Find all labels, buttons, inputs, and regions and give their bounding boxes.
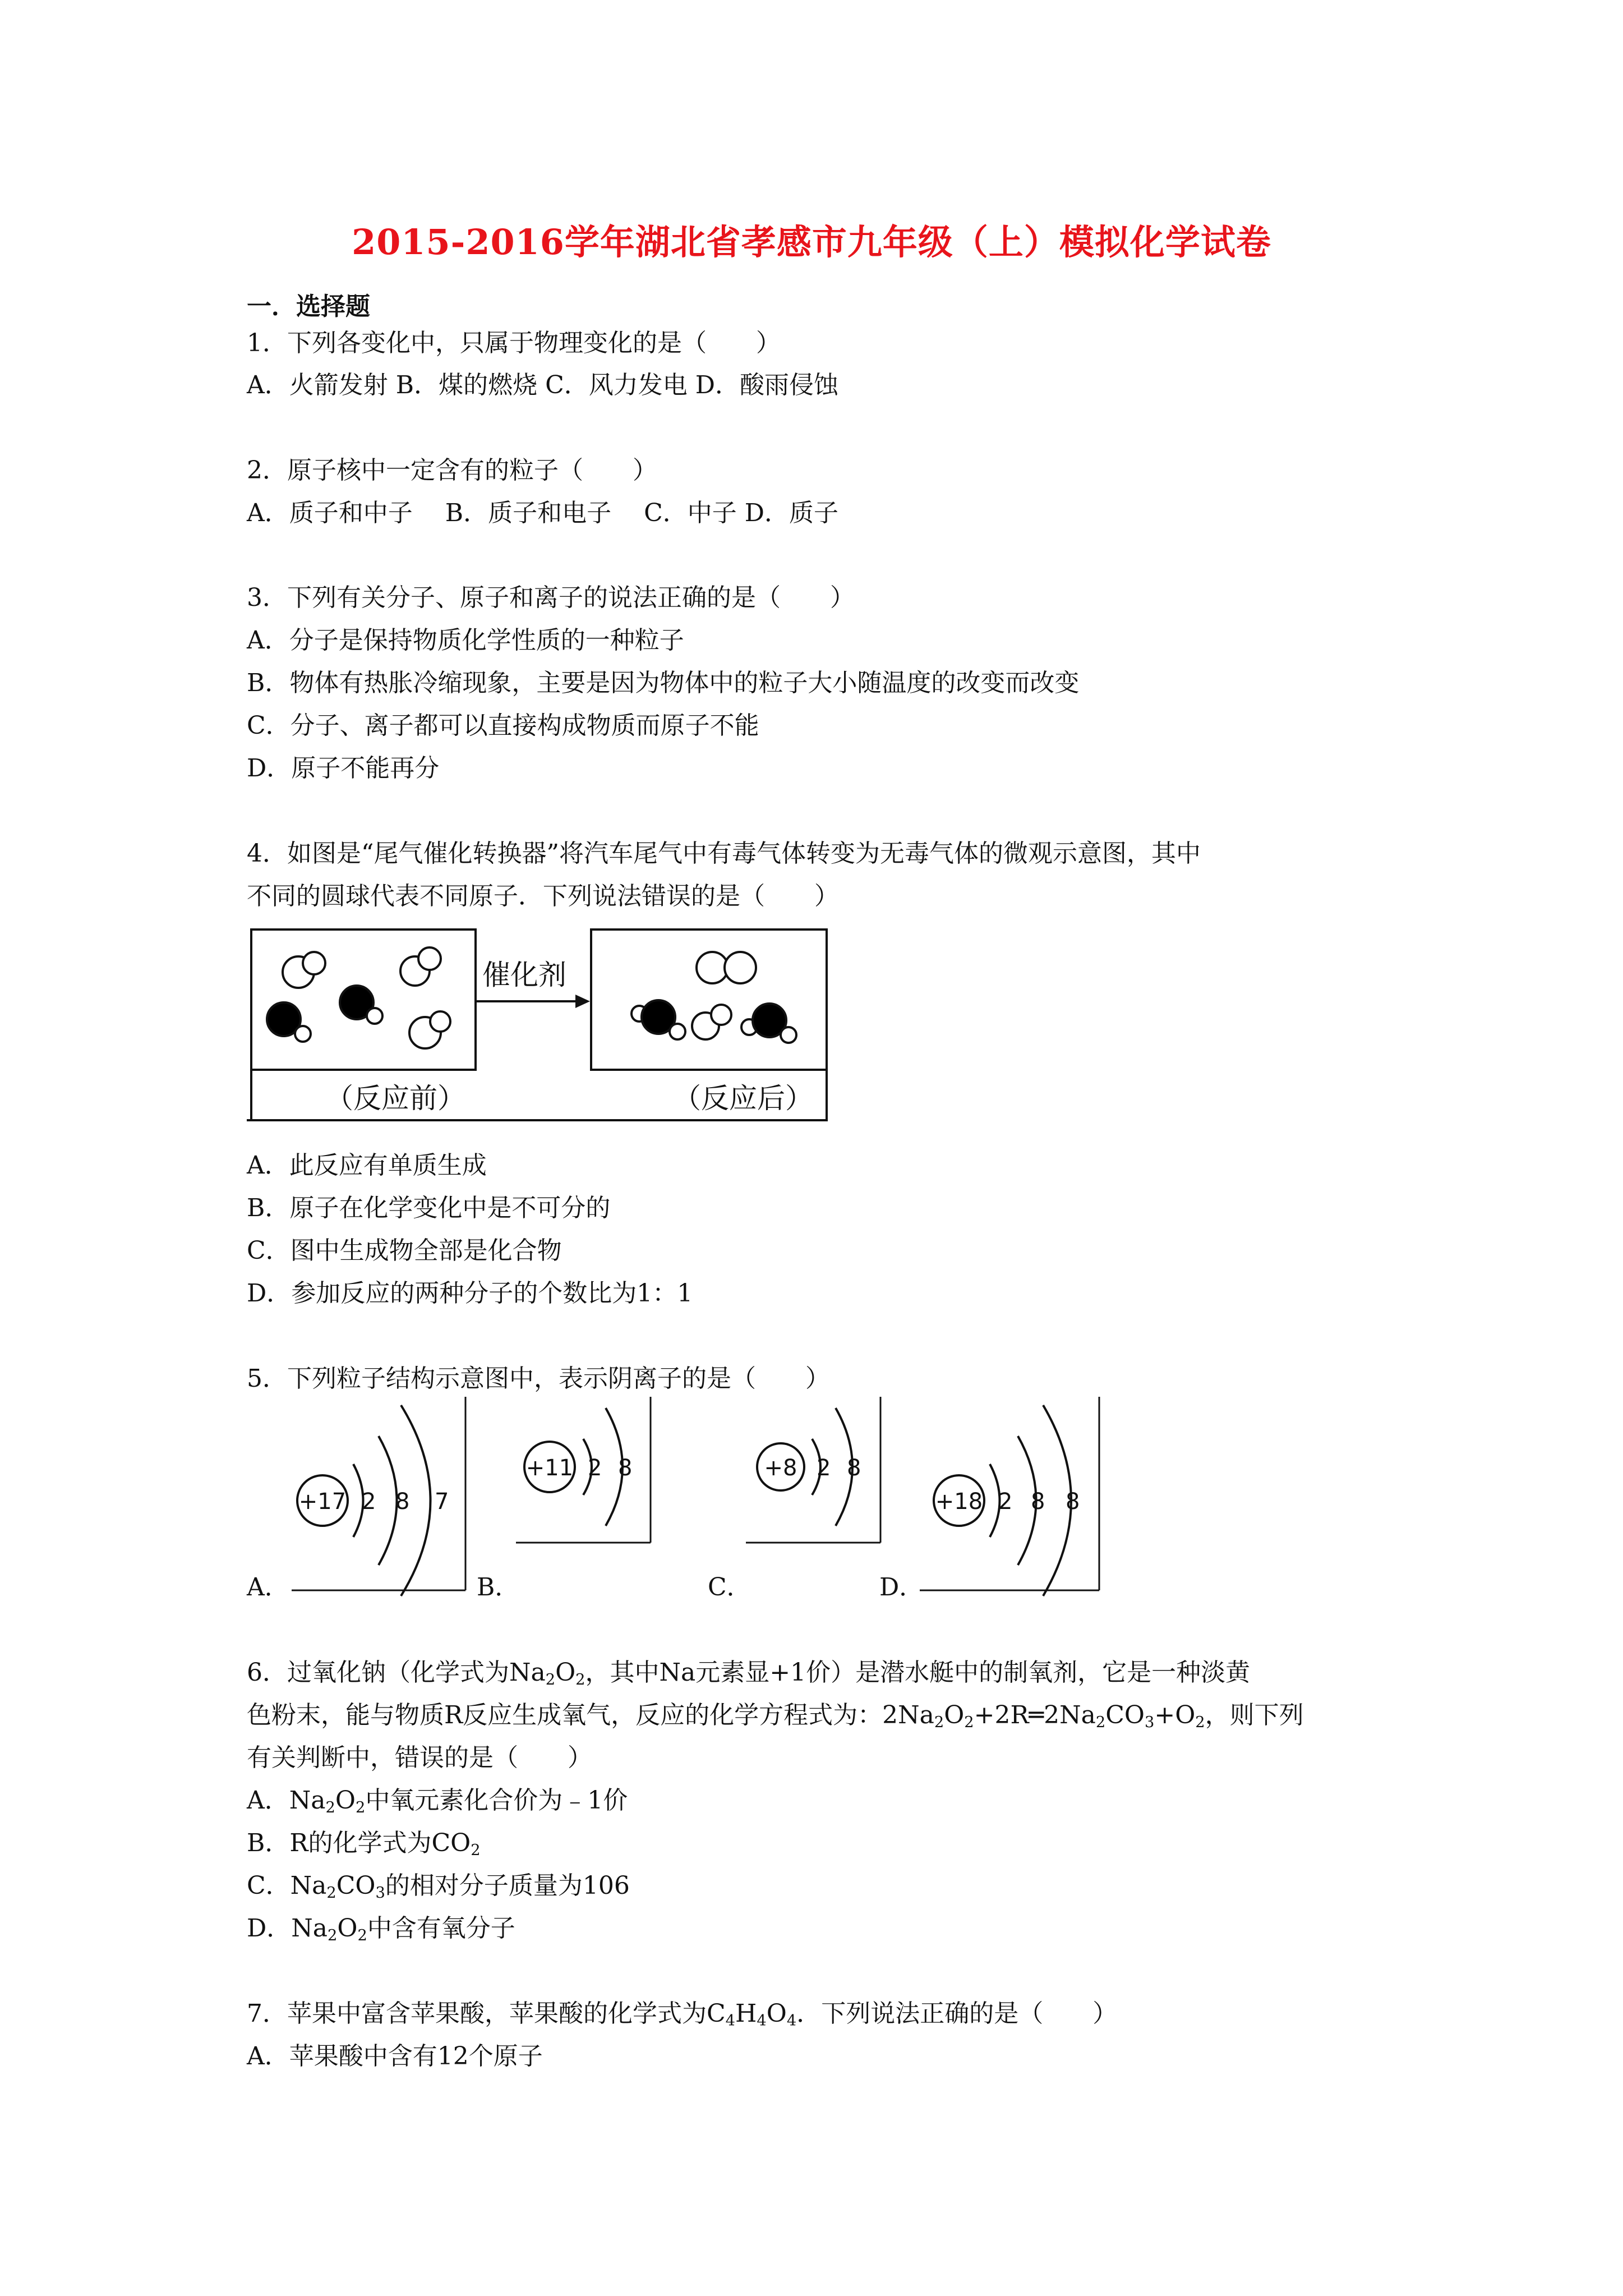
q4-option-a: A．此反应有单质生成 bbox=[247, 1151, 487, 1180]
q6-text: C．Na bbox=[247, 1871, 327, 1900]
q2-options: A．质子和中子 B．质子和电子 C．中子 D．质子 bbox=[247, 499, 839, 527]
small-atom bbox=[781, 1027, 796, 1043]
q5-label-a: A． bbox=[247, 1573, 289, 1602]
after-molecules bbox=[631, 952, 796, 1043]
particle-diagram-d bbox=[920, 1397, 1099, 1596]
nucleus-charge: +18 bbox=[935, 1489, 983, 1515]
q7-text: O bbox=[766, 1999, 787, 2028]
q4-option-c: C．图中生成物全部是化合物 bbox=[247, 1236, 562, 1265]
shell-count: 8 bbox=[618, 1455, 633, 1481]
particle-structure-diagrams bbox=[247, 1397, 1122, 1604]
before-label: （反应前） bbox=[325, 1082, 465, 1115]
small-atom bbox=[295, 1026, 311, 1042]
q1-options: A．火箭发射 B．煤的燃烧 C．风力发电 D．酸雨侵蚀 bbox=[247, 371, 839, 399]
q6-text: D．Na bbox=[247, 1914, 328, 1943]
subscript: 4 bbox=[786, 2012, 797, 2030]
after-label: （反应后） bbox=[673, 1082, 813, 1115]
q5-label-d: D． bbox=[879, 1573, 924, 1602]
shell-count: 7 bbox=[435, 1489, 449, 1515]
q3-option-a: A．分子是保持物质化学性质的一种粒子 bbox=[247, 626, 684, 655]
q3-option-b: B．物体有热胀冷缩现象，主要是因为物体中的粒子大小随温度的改变而改变 bbox=[247, 669, 1080, 697]
q6-text: A．Na bbox=[247, 1786, 326, 1815]
q6-text: CO bbox=[1105, 1701, 1145, 1729]
q6-text: 的相对分子质量为106 bbox=[385, 1871, 630, 1900]
q6-text: 中氧元素化合价为﹣1价 bbox=[365, 1786, 628, 1815]
q5-stem: 5．下列粒子结构示意图中，表示阴离子的是（ ） bbox=[247, 1364, 830, 1393]
q6-text: O bbox=[555, 1658, 576, 1687]
section-heading: 一．选择题 bbox=[247, 292, 370, 321]
catalyst-label: 催化剂 bbox=[482, 959, 566, 991]
subscript: 2 bbox=[545, 1671, 556, 1688]
shell-count: 8 bbox=[847, 1455, 861, 1481]
subscript: 2 bbox=[471, 1841, 481, 1859]
shell-count: 8 bbox=[395, 1489, 410, 1515]
subscript: 4 bbox=[725, 2012, 736, 2030]
q6-line3: 有关判断中，错误的是（ ） bbox=[247, 1743, 592, 1772]
q6-option-c bbox=[247, 1871, 630, 1902]
shell-count: 2 bbox=[362, 1489, 376, 1515]
q7-text: ．下列说法正确的是（ ） bbox=[796, 1999, 1118, 2028]
q6-option-a bbox=[247, 1788, 628, 1815]
particle-diagram-c bbox=[746, 1397, 880, 1543]
q5-label-b: B． bbox=[477, 1573, 520, 1602]
white-atom bbox=[430, 1011, 450, 1032]
white-atom bbox=[418, 947, 441, 970]
subscript: 3 bbox=[1144, 1713, 1155, 1731]
subscript: 3 bbox=[375, 1884, 385, 1902]
page-title: 2015-2016学年湖北省孝感市九年级（上）模拟化学试卷 bbox=[352, 222, 1271, 263]
subscript: 2 bbox=[355, 1798, 366, 1816]
subscript: 2 bbox=[328, 1926, 338, 1944]
q6-text: +O bbox=[1154, 1701, 1196, 1729]
q4-stem-line2: 不同的圆球代表不同原子．下列说法错误的是（ ） bbox=[247, 882, 839, 910]
q7-text: 7．苹果中富含苹果酸，苹果酸的化学式为C bbox=[247, 1999, 726, 2028]
q6-text: O bbox=[944, 1701, 965, 1729]
q6-text: CO bbox=[336, 1871, 376, 1900]
after-box bbox=[591, 930, 827, 1070]
shell-count: 8 bbox=[1031, 1489, 1045, 1515]
q6-text: O bbox=[335, 1786, 356, 1815]
particle-diagram-a bbox=[292, 1397, 465, 1596]
particle-diagram-b bbox=[516, 1397, 651, 1543]
q4-stem-line1: 4．如图是“尾气催化转换器”将汽车尾气中有毒气体转变为无毒气体的微观示意图，其中 bbox=[247, 839, 1201, 868]
q7-option-a: A．苹果酸中含有12个原子 bbox=[247, 2042, 543, 2070]
subscript: 2 bbox=[1195, 1713, 1205, 1731]
q1-stem: 1．下列各变化中，只属于物理变化的是（ ） bbox=[247, 329, 781, 357]
subscript: 2 bbox=[357, 1926, 367, 1944]
q6-text: ，则下列 bbox=[1205, 1701, 1304, 1729]
nucleus-charge: +17 bbox=[298, 1489, 347, 1515]
q3-option-d: D．原子不能再分 bbox=[247, 754, 440, 783]
white-atom bbox=[303, 952, 325, 974]
arrow-head bbox=[575, 995, 590, 1008]
q6-text: 6．过氧化钠（化学式为Na bbox=[247, 1658, 546, 1687]
white-atom bbox=[697, 952, 728, 983]
subscript: 2 bbox=[1095, 1713, 1106, 1731]
nucleus-charge: +11 bbox=[525, 1455, 574, 1481]
shell-count: 8 bbox=[1066, 1489, 1080, 1515]
subscript: 4 bbox=[757, 2012, 767, 2030]
subscript: 2 bbox=[325, 1798, 335, 1816]
q6-option-d bbox=[247, 1916, 515, 1943]
white-atom bbox=[725, 952, 756, 983]
shell-count: 2 bbox=[588, 1455, 602, 1481]
shell-count: 2 bbox=[817, 1455, 831, 1481]
q5-label-c: C． bbox=[708, 1573, 751, 1602]
q6-text: +2R═2Na bbox=[974, 1701, 1096, 1729]
q6-text: 色粉末，能与物质R反应生成氧气，反应的化学方程式为：2Na bbox=[247, 1701, 934, 1729]
subscript: 2 bbox=[326, 1884, 336, 1902]
q4-option-d: D．参加反应的两种分子的个数比为1：1 bbox=[247, 1279, 693, 1308]
q6-text: O bbox=[337, 1914, 358, 1943]
subscript: 2 bbox=[575, 1671, 585, 1688]
nucleus-charge: +8 bbox=[764, 1455, 797, 1481]
q6-text: ，其中Na元素显+1价）是潜水艇中的制氧剂，它是一种淡黄 bbox=[585, 1658, 1251, 1687]
white-atom bbox=[711, 1005, 731, 1025]
subscript: 2 bbox=[934, 1713, 944, 1731]
q3-stem: 3．下列有关分子、原子和离子的说法正确的是（ ） bbox=[247, 583, 855, 612]
q6-option-b bbox=[247, 1831, 481, 1858]
shell-count: 2 bbox=[998, 1489, 1013, 1515]
q6-line1 bbox=[247, 1660, 1250, 1687]
q7-text: H bbox=[735, 1999, 757, 2028]
q3-option-c: C．分子、离子都可以直接构成物质而原子不能 bbox=[247, 711, 759, 740]
q2-stem: 2．原子核中一定含有的粒子（ ） bbox=[247, 456, 657, 485]
q6-text: B．R的化学式为CO bbox=[247, 1829, 471, 1857]
reaction-diagram bbox=[247, 923, 830, 1125]
small-atom bbox=[670, 1024, 685, 1039]
q4-option-b: B．原子在化学变化中是不可分的 bbox=[247, 1194, 611, 1222]
q7-stem bbox=[247, 2001, 1117, 2028]
subscript: 2 bbox=[964, 1713, 974, 1731]
before-molecules bbox=[267, 947, 450, 1048]
q6-text: 中含有氧分子 bbox=[367, 1914, 515, 1943]
small-atom bbox=[367, 1008, 382, 1024]
q6-line2 bbox=[247, 1703, 1304, 1730]
